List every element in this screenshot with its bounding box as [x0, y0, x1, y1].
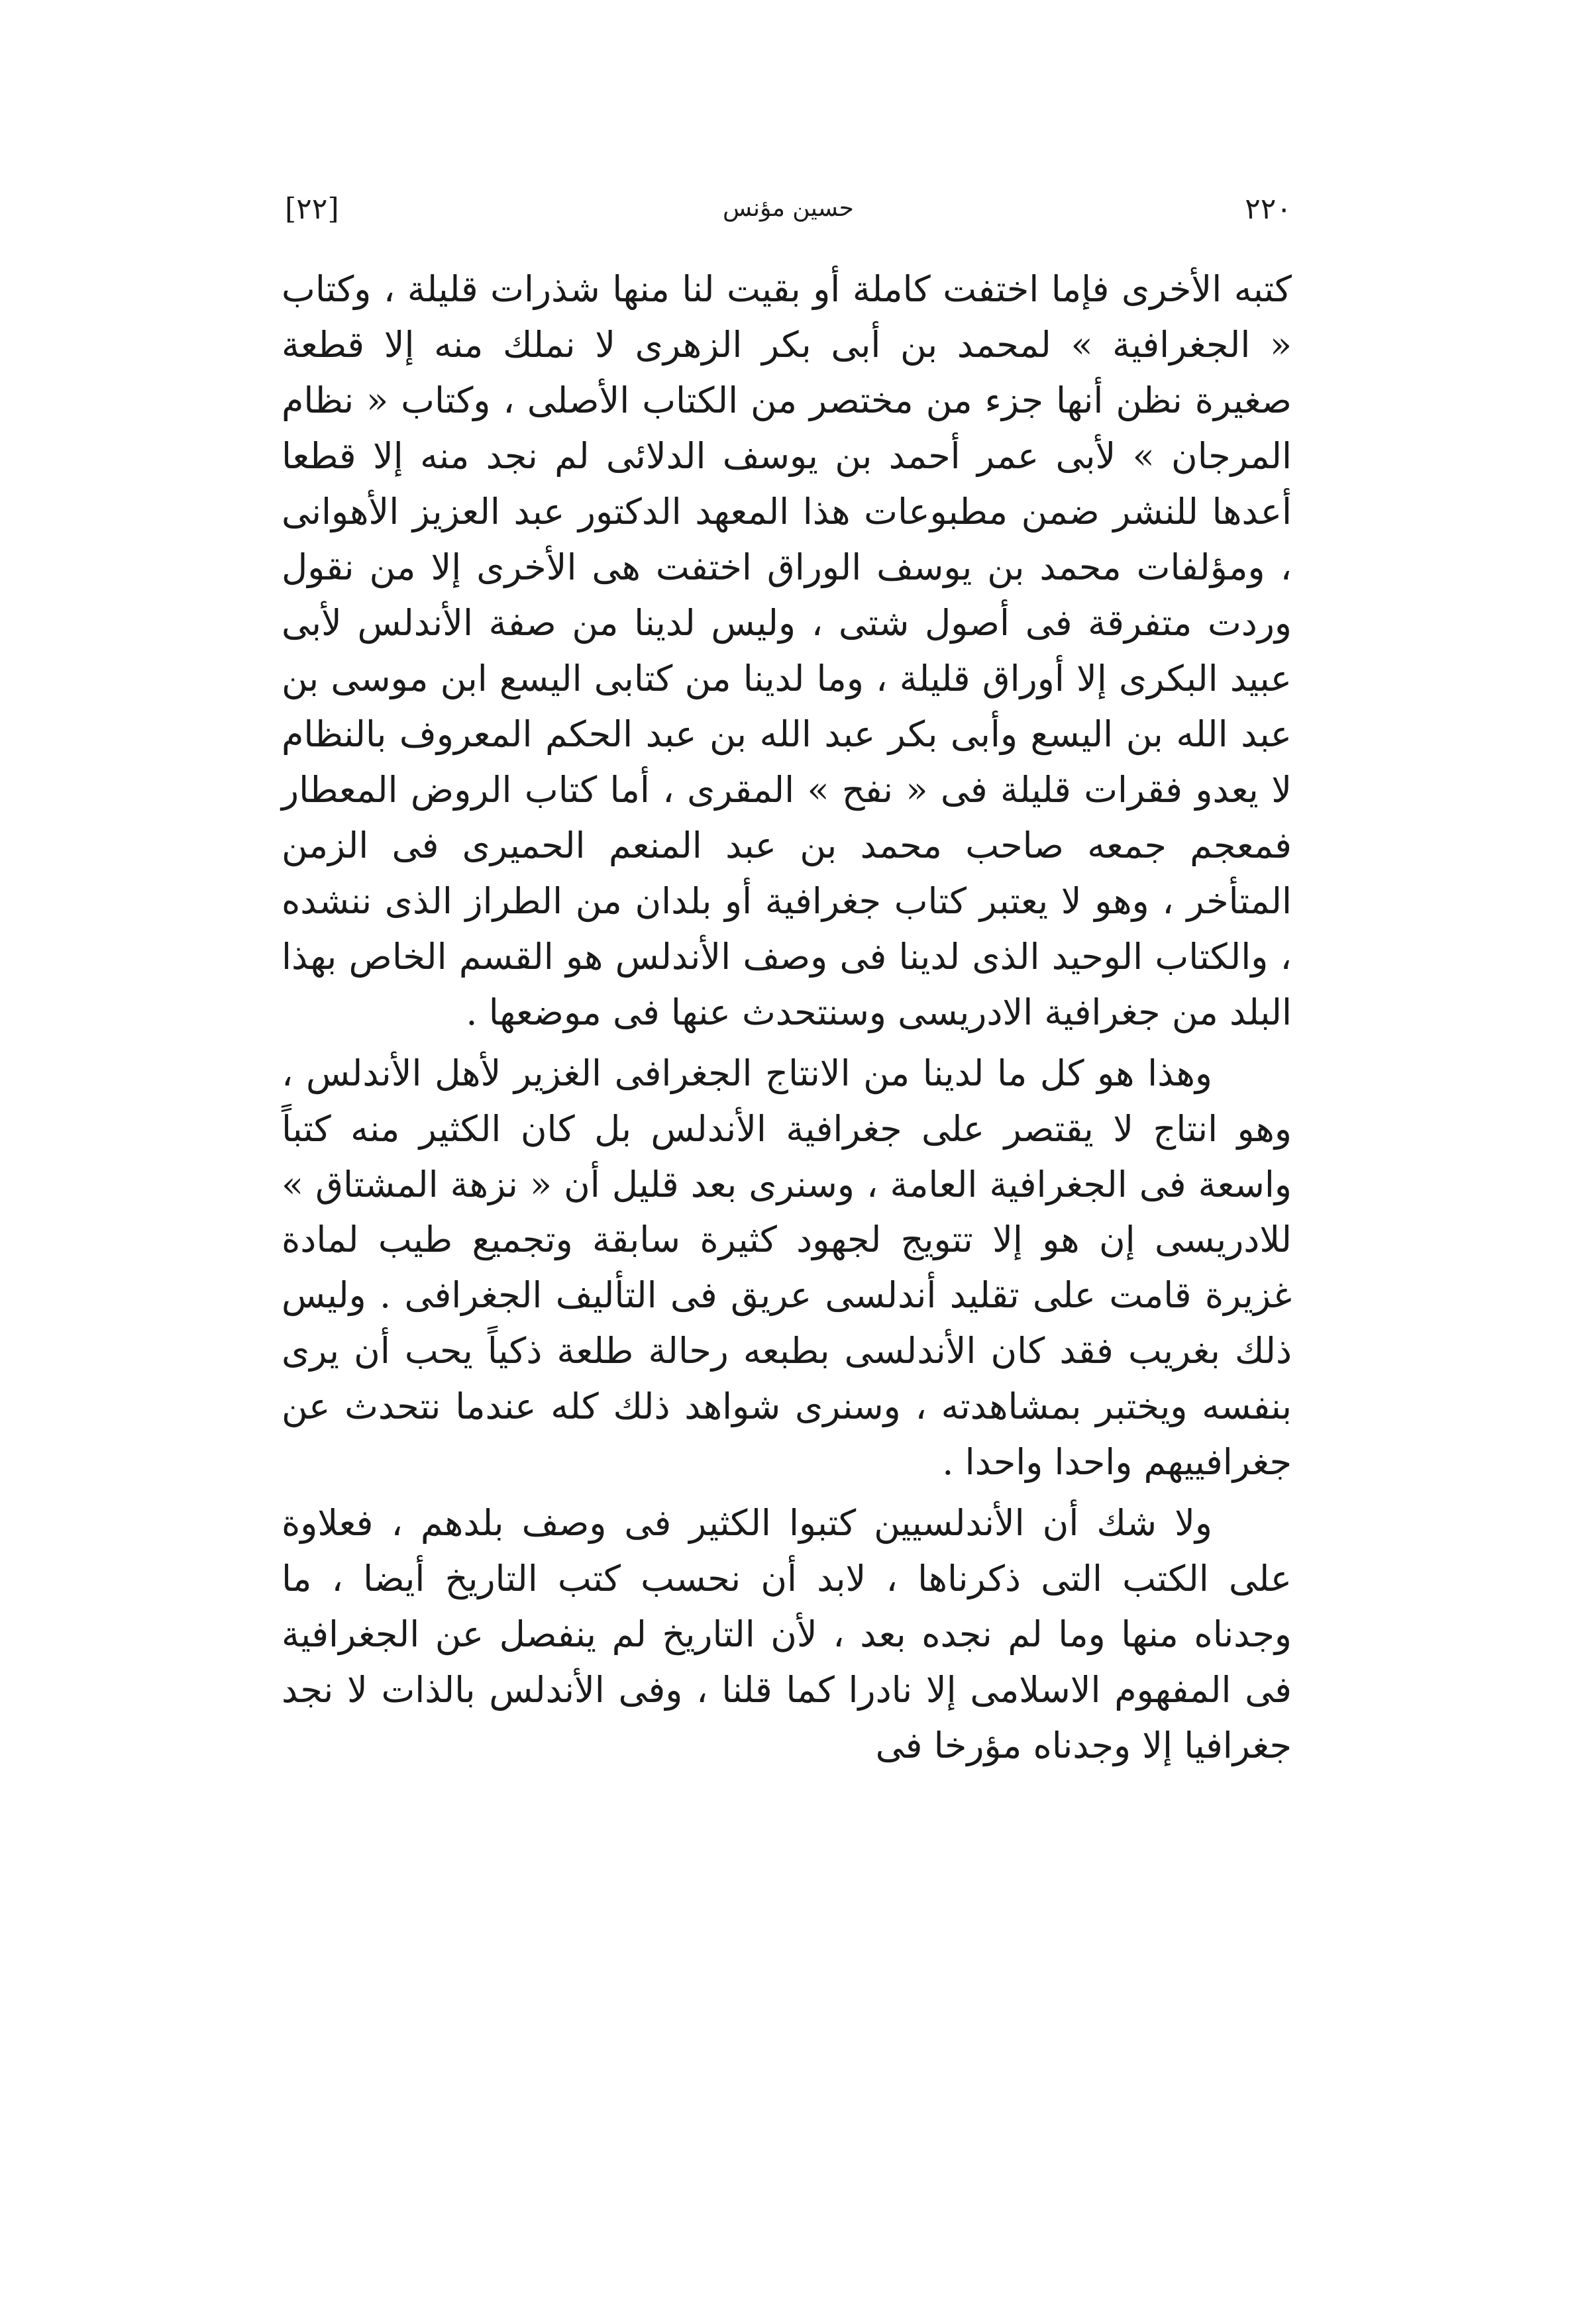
- body-text: [282, 262, 1292, 1774]
- paragraph: كتبه الأخرى فإما اختفت كاملة أو بقيت لنا منها شذرات قليلة ، وكتاب « الجغرافية » لمحمد بن أبى بكر الزهرى لا نملك منه إلا قطعة صغيرة نظن أنها جزء من مختصر من الكتاب الأصلى ، وكتاب « نظام المرجان » لأبى عمر أحمد بن يوسف الدلائى لم نجد منه إلا قطعا أعدها للنشر ضمن مطبوعات هذا المعهد الدكتور عبد العزيز الأهوانى ، ومؤلفات محمد بن يوسف الوراق اختفت هى الأخرى إلا من نقول وردت متفرقة فى أصول شتى ، وليس لدينا من صفة الأندلس لأبى عبيد البكرى إلا أوراق قليلة ، وما لدينا من كتابى اليسع ابن موسى بن عبد الله بن اليسع وأبى بكر عبد الله بن عبد الحكم المعروف بالنظام لا يعدو فقرات قليلة فى « نفح » المقرى ، أما كتاب الروض المعطار فمعجم جمعه صاحب محمد بن عبد المنعم الحميرى فى الزمن المتأخر ، وهو لا يعتبر كتاب جغرافية أو بلدان من الطراز الذى ننشده ، والكتاب الوحيد الذى لدينا فى وصف الأندلس هو القسم الخاص بهذا البلد من جغرافية الادريسى وسنتحدث عنها فى موضعها .: [282, 268, 1292, 1033]
- running-head: حسين مؤنس: [723, 195, 854, 222]
- paragraph: ولا شك أن الأندلسيين كتبوا الكثير فى وصف بلدهم ، فعلاوة على الكتب التى ذكرناها ، لابد أن نحسب كتب التاريخ أيضا ، ما وجدناه منها وما لم نجده بعد ، لأن التاريخ لم ينفصل عن الجغرافية فى المفهوم الاسلامى إلا نادرا كما قلنا ، وفى الأندلس بالذات لا نجد جغرافيا إلا وجدناه مؤرخا فى: [282, 1502, 1292, 1767]
- page-header: [285, 192, 1292, 252]
- original-page-marker: [٢٢]: [285, 192, 339, 226]
- paragraph: وهذا هو كل ما لدينا من الانتاج الجغرافى الغزير لأهل الأندلس ، وهو انتاج لا يقتصر على جغرافية الأندلس بل كان الكثير منه كتباً واسعة فى الجغرافية العامة ، وسنرى بعد قليل أن « نزهة المشتاق » للادريسى إن هو إلا تتويج لجهود كثيرة سابقة وتجميع طيب لمادة غزيرة قامت على تقليد أندلسى عريق فى التأليف الجغرافى . وليس ذلك بغريب فقد كان الأندلسى بطبعه رحالة طلعة ذكياً يحب أن يرى بنفسه ويختبر بمشاهدته ، وسنرى شواهد ذلك كله عندما نتحدث عن جغرافييهم واحدا واحدا .: [282, 1052, 1292, 1484]
- page-number: ٢٢٠: [1245, 192, 1292, 226]
